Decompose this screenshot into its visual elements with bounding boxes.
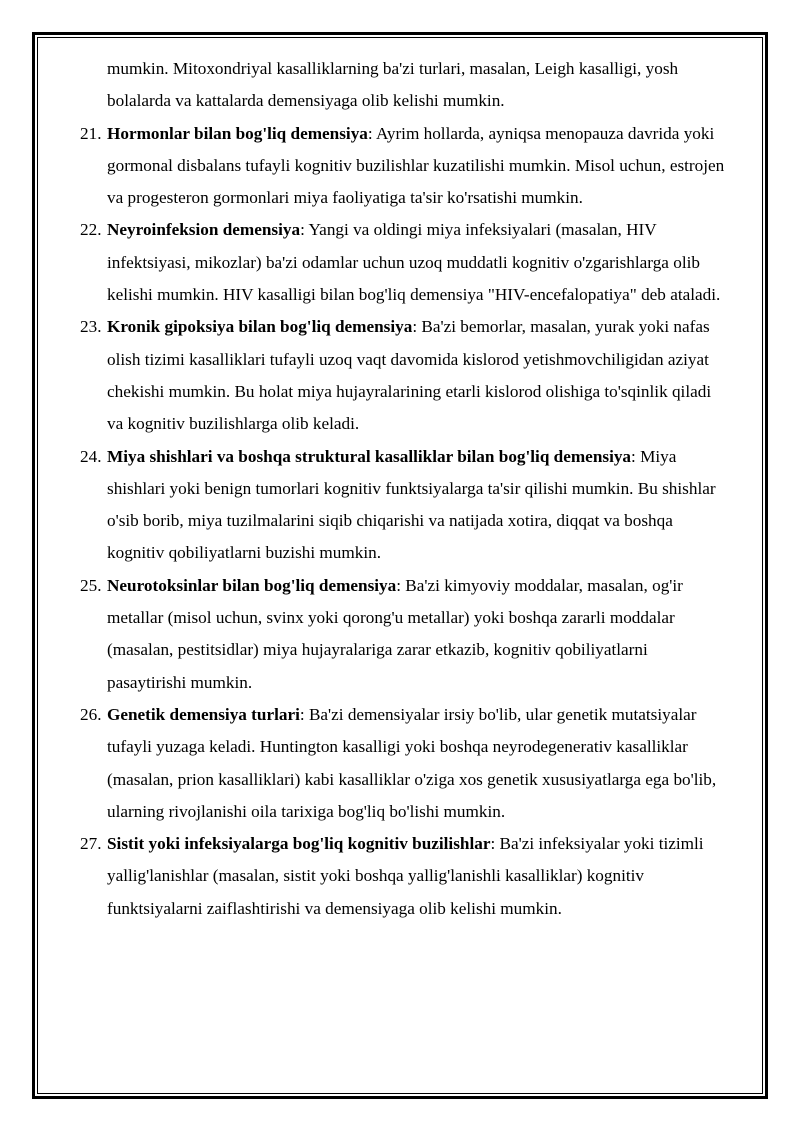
list-item-title: Miya shishlari va boshqa struktural kasalliklar bilan bog'liq demensiya (107, 446, 632, 466)
list-item-text: : Ba'zi kimyoviy moddalar, masalan, og'ir metallar (misol uchun, svinx yoki qorong'u metallar) yoki boshqa zararli moddalar (masalan, pestitsidlar) miya hujayralariga zarar etkazib, kognitiv qobiliyatlarni pasaytirishi mumkin. (107, 575, 683, 692)
list-item-number: 27. (80, 834, 102, 854)
list-item-title: Kronik gipoksiya bilan bog'liq demensiya (107, 317, 413, 337)
list-item-21 (80, 118, 730, 215)
list-item-25 (80, 570, 730, 699)
list-item-number: 26. (80, 704, 102, 724)
continued-paragraph: mumkin. Mitoxondriyal kasalliklarning ba'zi turlari, masalan, Leigh kasalligi, yosh bolalarda va kattalarda demensiyaga olib kelishi mumkin. (107, 59, 679, 111)
list-item-title: Hormonlar bilan bog'liq demensiya (107, 123, 368, 143)
list-item-text: : Ba'zi infeksiyalar yoki tizimli yallig'lanishlar (masalan, sistit yoki boshqa yallig'lanishli kasalliklar) kognitiv funktsiyalarni zaiflashtirishi va demensiyaga olib kelishi mumkin. (107, 834, 704, 918)
list-item-22 (80, 214, 730, 311)
list-item-number: 24. (80, 446, 102, 466)
list-item-title: Neyroinfeksion demensiya (107, 220, 301, 240)
list-item-number: 25. (80, 575, 102, 595)
list-item-number: 22. (80, 220, 102, 240)
list-item-title: Sistit yoki infeksiyalarga bog'liq kognitiv buzilishlar (107, 834, 491, 854)
list-item-text: : Ayrim hollarda, ayniqsa menopauza davrida yoki gormonal disbalans tufayli kognitiv buzilishlar kuzatilishi mumkin. Misol uchun, estrojen va progesteron gormonlari miya faoliyatiga ta'sir ko'rsatishi mumkin. (107, 123, 725, 208)
list-item-text: : Ba'zi demensiyalar irsiy bo'lib, ular genetik mutatsiyalar tufayli yuzaga keladi. Huntington kasalligi yoki boshqa neyrodegenerativ kasalliklar (masalan, prion kasalliklari) kabi kasalliklar o'ziga xos genetik xususiyatlarga ega bo'lib, ularning rivojlanishi oila tarixiga bog'liq bo'lishi mumkin. (107, 704, 717, 821)
list-item-title: Neurotoksinlar bilan bog'liq demensiya (107, 575, 397, 595)
list-item-text: : Ba'zi bemorlar, masalan, yurak yoki nafas olish tizimi kasalliklari tufayli uzoq vaqt davomida kislorod yetishmovchiligidan aziyat chekishi mumkin. Bu holat miya hujayralarining etarli kislorod olishiga to'sqinlik qiladi va kognitiv buzilishlarga olib keladi. (107, 317, 712, 434)
list-item-26 (80, 699, 730, 828)
list-item-number: 21. (80, 123, 102, 143)
document-body (80, 53, 730, 925)
list-item-title: Genetik demensiya turlari (107, 704, 300, 724)
list-item-number: 23. (80, 317, 102, 337)
list-item-27 (80, 828, 730, 925)
list-item-text: : Miya shishlari yoki benign tumorlari kognitiv funktsiyalarga ta'sir qilishi mumkin. Bu shishlar o'sib borib, miya tuzilmalarini siqib chiqarishi va natijada xotira, diqqat va boshqa kognitiv qobiliyatlarni buzishi mumkin. (107, 446, 716, 563)
list-item-text: : Yangi va oldingi miya infeksiyalari (masalan, HIV infektsiyasi, mikozlar) ba'zi odamlar uchun uzoq muddatli kognitiv o'zgarishlarga olib kelishi mumkin. HIV kasalligi bilan bog'liq demensiya "HIV-encefalopatiya" deb ataladi. (107, 220, 721, 305)
list-item-24 (80, 441, 730, 570)
list-item-23 (80, 311, 730, 440)
